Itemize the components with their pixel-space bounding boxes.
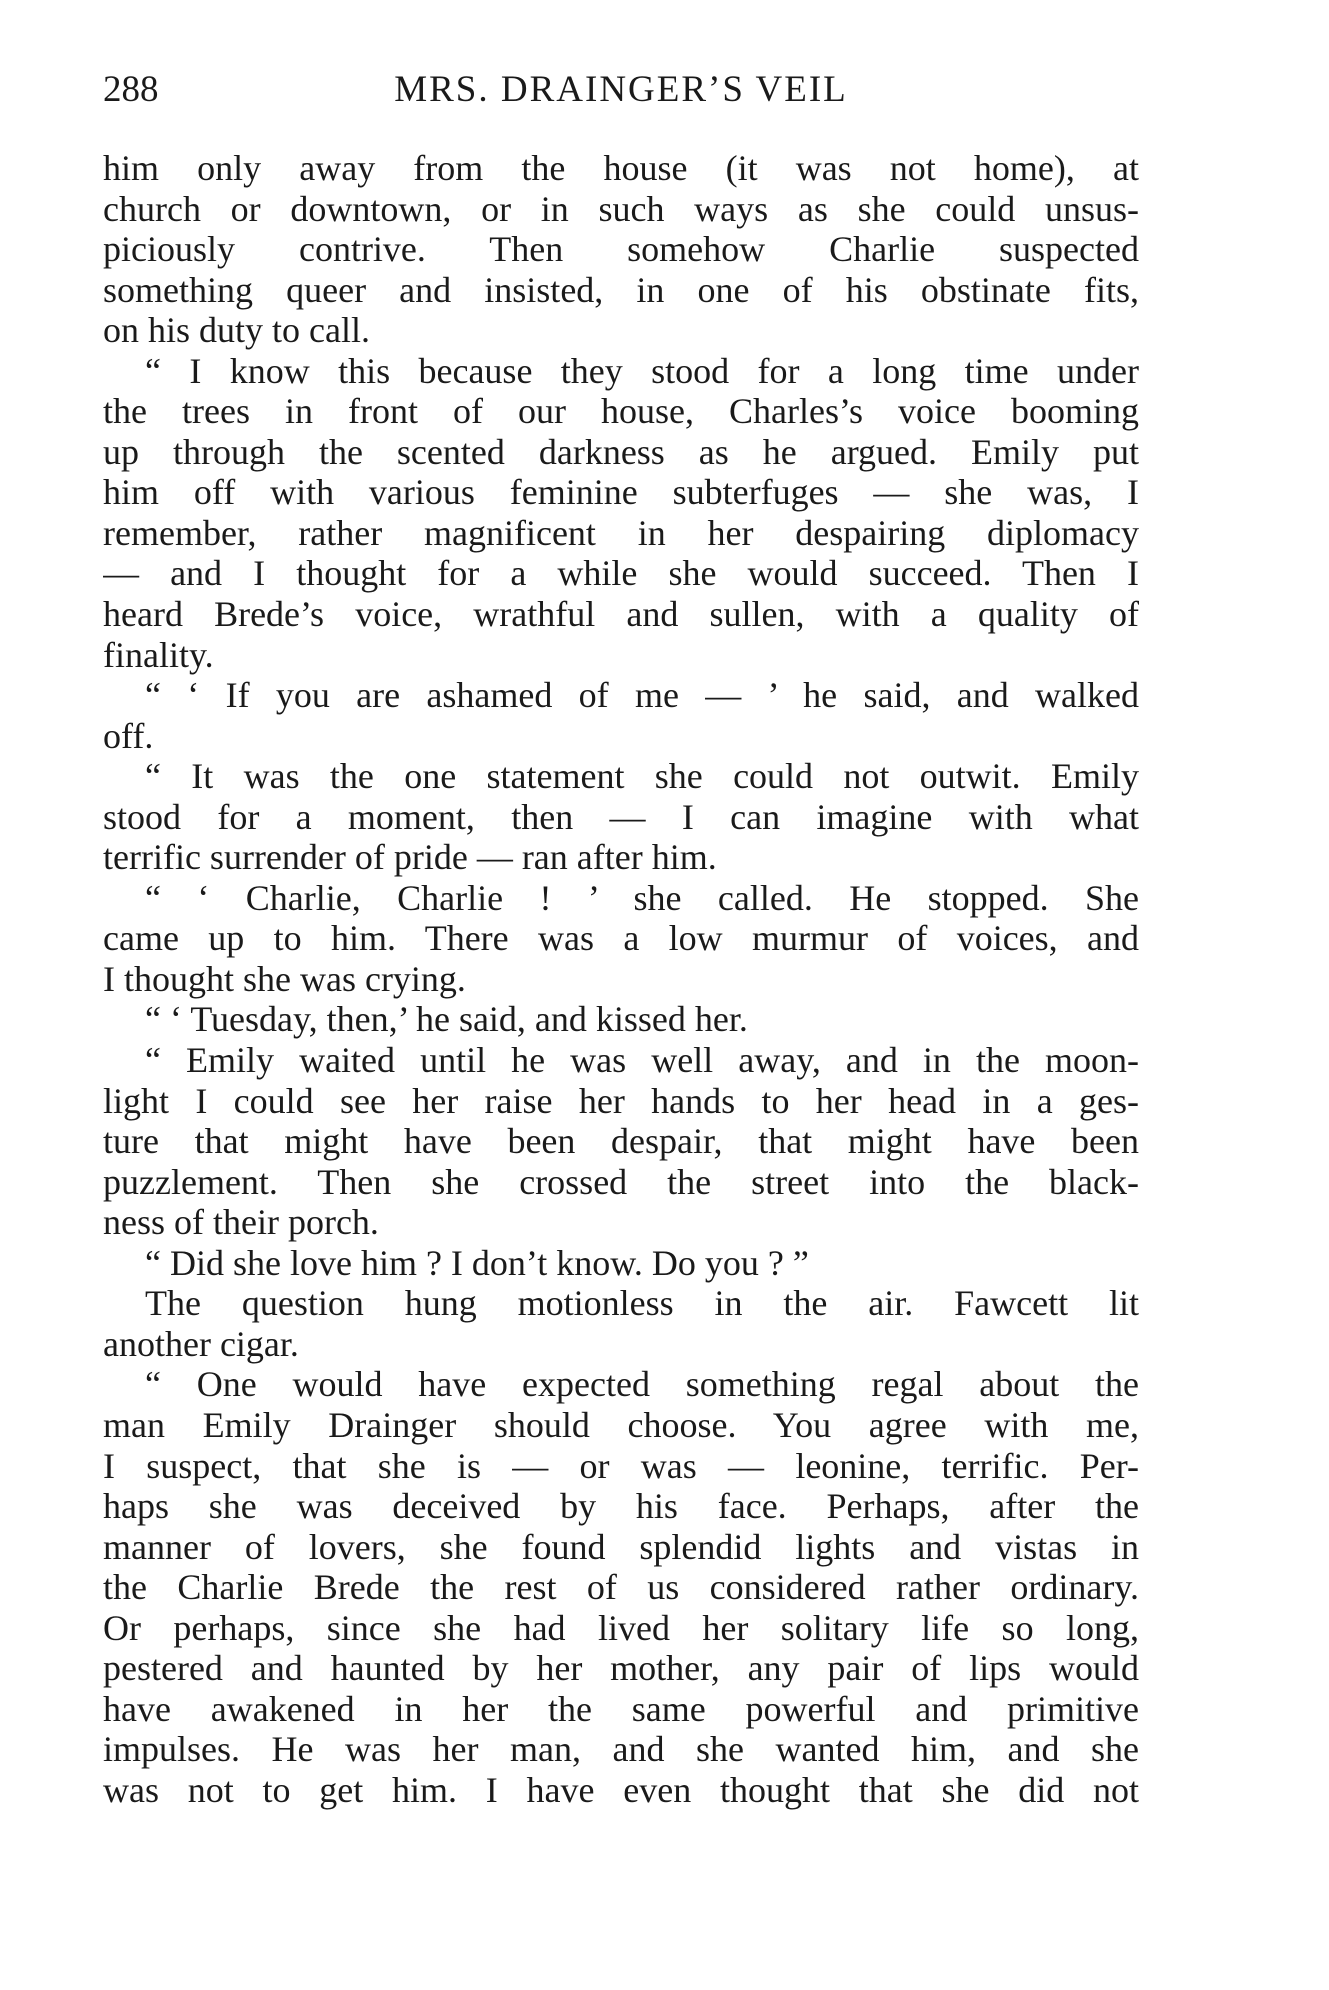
text-line: came up to him. There was a low murmur of voices, and <box>103 918 1139 959</box>
text-line: “ ‘ If you are ashamed of me — ’ he said, and walked <box>145 675 1139 716</box>
text-line: man Emily Drainger should choose. You agree with me, <box>103 1404 1139 1445</box>
text-line: was not to get him. I have even thought that she did not <box>103 1769 1139 1810</box>
text-line: “ Did she love him ? I don’t know. Do you ? ” <box>145 1242 809 1283</box>
text-line: heard Brede’s voice, wrathful and sullen, with a quality of <box>103 594 1139 635</box>
text-line: another cigar. <box>103 1323 299 1364</box>
text-line: terrific surrender of pride — ran after him. <box>103 837 717 878</box>
body-text <box>103 148 1139 1810</box>
text-line: piciously contrive. Then somehow Charlie suspected <box>103 229 1139 270</box>
text-line: I suspect, that she is — or was — leonine, terrific. Per- <box>103 1445 1139 1486</box>
page-number: 288 <box>103 69 159 110</box>
text-line: “ ‘ Tuesday, then,’ he said, and kissed her. <box>145 999 748 1040</box>
text-line: ness of their porch. <box>103 1202 379 1243</box>
text-line: church or downtown, or in such ways as she could unsus- <box>103 188 1139 229</box>
text-line: Or perhaps, since she had lived her solitary life so long, <box>103 1607 1139 1648</box>
text-line: haps she was deceived by his face. Perhaps, after the <box>103 1486 1139 1527</box>
text-line: remember, rather magnificent in her despairing diplomacy <box>103 512 1139 553</box>
text-line: light I could see her raise her hands to her head in a ges- <box>103 1080 1139 1121</box>
text-line: him off with various feminine subterfuges — she was, I <box>103 472 1139 513</box>
text-line: up through the scented darkness as he argued. Emily put <box>103 431 1139 472</box>
text-line: the Charlie Brede the rest of us considered rather ordinary. <box>103 1567 1139 1608</box>
text-line: him only away from the house (it was not home), at <box>103 148 1139 188</box>
text-line: something queer and insisted, in one of his obstinate fits, <box>103 269 1139 310</box>
running-title: MRS. DRAINGER’S VEIL <box>394 69 848 110</box>
text-line: “ It was the one statement she could not outwit. Emily <box>145 756 1139 797</box>
text-line: the trees in front of our house, Charles’s voice booming <box>103 391 1139 432</box>
running-head <box>103 64 1139 116</box>
text-line: on his duty to call. <box>103 310 370 351</box>
text-line: ture that might have been despair, that might have been <box>103 1121 1139 1162</box>
text-line: finality. <box>103 634 214 675</box>
text-line: puzzlement. Then she crossed the street into the black- <box>103 1161 1139 1202</box>
text-line: pestered and haunted by her mother, any pair of lips would <box>103 1648 1139 1689</box>
text-line: “ Emily waited until he was well away, and in the moon- <box>145 1040 1139 1081</box>
text-line: I thought she was crying. <box>103 958 466 999</box>
text-line: stood for a moment, then — I can imagine with what <box>103 796 1139 837</box>
text-line: off. <box>103 715 154 756</box>
text-line: — and I thought for a while she would succeed. Then I <box>103 553 1139 594</box>
text-line: manner of lovers, she found splendid lights and vistas in <box>103 1526 1139 1567</box>
text-line: “ One would have expected something regal about the <box>145 1364 1139 1405</box>
text-line: The question hung motionless in the air. Fawcett lit <box>145 1283 1139 1324</box>
text-line: impulses. He was her man, and she wanted him, and she <box>103 1729 1139 1770</box>
text-line: have awakened in her the same powerful and primitive <box>103 1688 1139 1729</box>
text-line: “ ‘ Charlie, Charlie ! ’ she called. He stopped. She <box>145 877 1139 918</box>
text-line: “ I know this because they stood for a long time under <box>145 350 1139 391</box>
